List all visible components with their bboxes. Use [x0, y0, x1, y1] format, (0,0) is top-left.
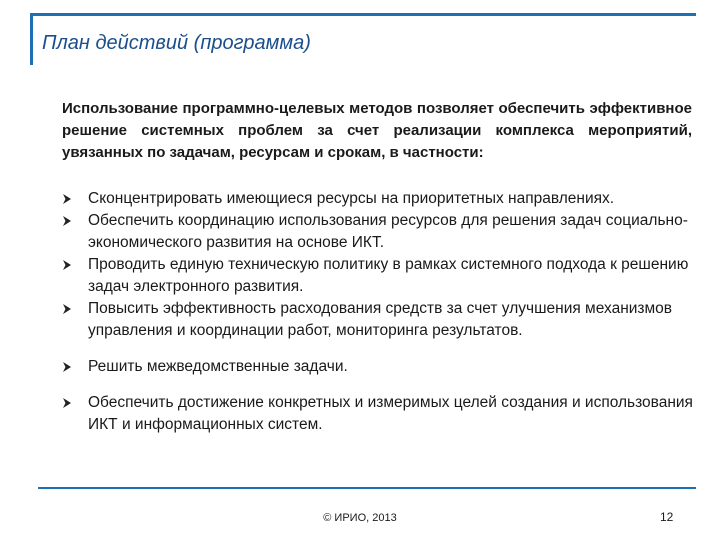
bullet-item [62, 392, 702, 436]
arrowhead-icon [62, 298, 76, 320]
arrowhead-icon [62, 392, 76, 414]
bullet-item [62, 298, 702, 342]
arrowhead-icon [62, 188, 76, 210]
page-number: 12 [660, 510, 674, 524]
title-accent-left [30, 13, 33, 65]
arrowhead-icon [62, 254, 76, 276]
footer-divider [38, 487, 696, 489]
bullet-list [62, 188, 702, 436]
bullet-item [62, 356, 702, 378]
bullet-item [62, 254, 702, 298]
bullet-item [62, 188, 702, 210]
bullet-text: Обеспечить достижение конкретных и измеримых целей создания и использования ИКТ и информационных систем. [88, 394, 693, 433]
arrowhead-icon [62, 210, 76, 232]
bullet-text: Повысить эффективность расходования средств за счет улучшения механизмов управления и координации работ, мониторинга результатов. [88, 300, 673, 339]
footer-copyright: © ИРИО, 2013 [323, 512, 397, 524]
arrowhead-icon [62, 356, 76, 378]
slide-title: План действий (программа) [42, 32, 311, 54]
bullet-text: Сконцентрировать имеющиеся ресурсы на приоритетных направлениях. [88, 190, 615, 207]
bullet-text: Проводить единую техническую политику в рамках системного подхода к решению задач электронного развития. [88, 256, 689, 295]
bullet-item [62, 210, 702, 254]
bullet-text: Решить межведомственные задачи. [88, 358, 348, 375]
bullet-text: Обеспечить координацию использования ресурсов для решения задач социально-экономического развития на основе ИКТ. [88, 212, 688, 251]
intro-paragraph: Использование программно-целевых методов позволяет обеспечить эффективное решение системных проблем за счет реализации комплекса мероприятий, увязанных по задачам, ресурсам и срокам, в частности: [62, 100, 692, 161]
title-accent-top [30, 13, 696, 16]
